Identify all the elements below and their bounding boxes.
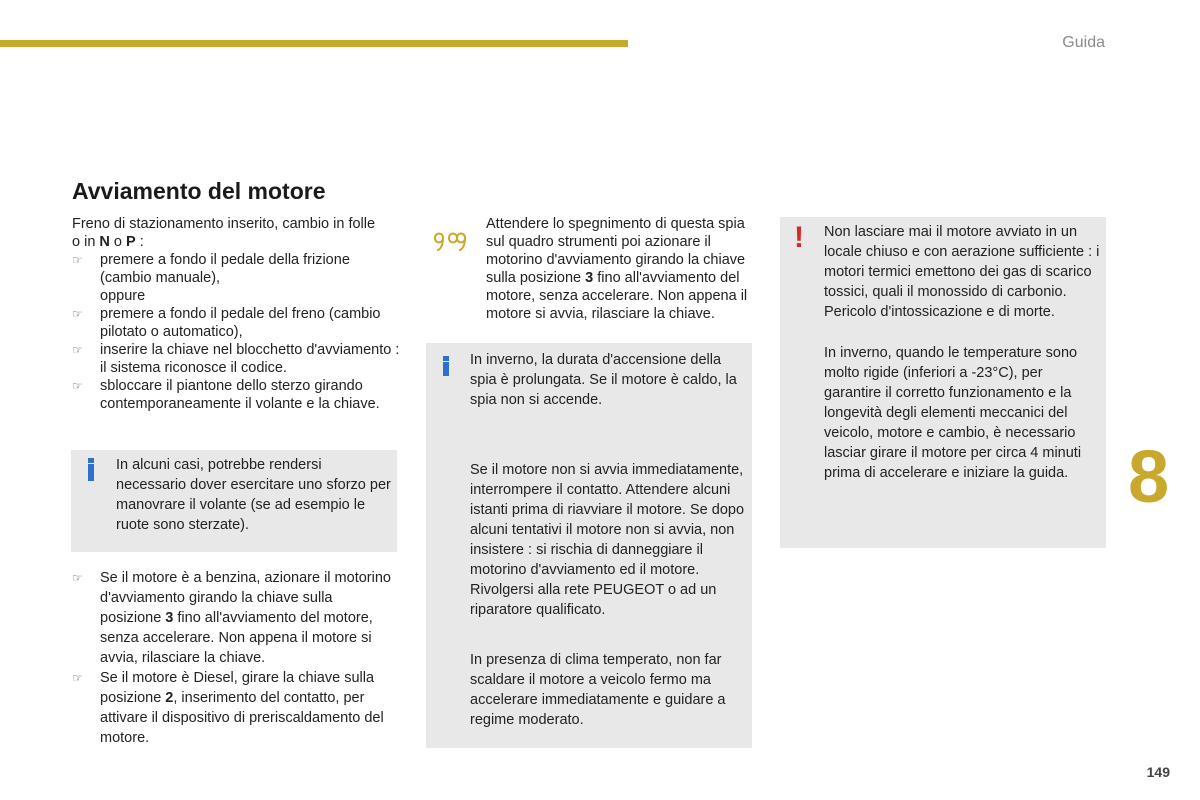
steps-list (72, 251, 402, 413)
page-number: 149 (1146, 764, 1170, 780)
list-item: ☞ premere a fondo il pedale del freno (cambio pilotato o automatico), (72, 306, 381, 340)
list-item: ☞ inserire la chiave nel blocchetto d'avviamento : il sistema riconosce il codice. (72, 342, 400, 376)
oppure-label: oppure (100, 288, 146, 304)
header-accent-bar (0, 40, 628, 47)
hand-pointer-icon: ☞ (72, 571, 83, 585)
fuel-steps-list (72, 568, 392, 748)
temperate-climate-text: In presenza di clima temperato, non far scaldare il motore a veicolo fermo ma accelerare immediatamente e guidare a regime moderato. (470, 652, 726, 728)
section-label: Guida (1062, 34, 1105, 51)
list-item: ☞ Se il motore è Diesel, girare la chiave sulla posizione 2, inserimento del contatto, per attivare il dispositivo di preriscaldamento del motore. (72, 670, 384, 746)
info-text: In inverno, la durata d'accensione della spia è prolungata. Se il motore è caldo, la spia non si accende. (470, 352, 737, 408)
hand-pointer-icon: ☞ (72, 307, 83, 321)
list-item: ☞ sbloccare il piantone dello sterzo girando contemporaneamente il volante e la chiave. (72, 378, 380, 412)
no-start-text: Se il motore non si avvia immediatamente, interrompere il contatto. Attendere alcuni istanti prima di riavviare il motore. Se dopo alcuni tentativi il motore non si avvia, non insistere : si rischia di danneggiare il motorino d'avviamento ed il motore. Rivolgersi alla rete PEUGEOT o ad un riparatore qualificato. (470, 462, 745, 618)
chapter-number: 8 (1128, 435, 1170, 518)
info-box-engine-start (426, 343, 752, 748)
intro-text (72, 215, 402, 251)
intro-line-1: Freno di stazionamento inserito, cambio in folle (72, 216, 376, 232)
info-text: In alcuni casi, potrebbe rendersi necessario dover esercitare uno sforzo per manovrare il volante (se ad esempio le ruote sono sterzate). (116, 457, 391, 533)
glow-plug-text: Attendere lo spegnimento di questa spia sul quadro strumenti poi azionare il motorino d'avviamento girando la chiave sulla posizione 3 fino all'avviamento del motore, senza accelerare. Non appena il motore si avvia, rilasciare la chiave. (486, 216, 748, 322)
page-title: Avviamento del motore (72, 178, 326, 204)
hand-pointer-icon: ☞ (72, 343, 83, 357)
info-box-steering (71, 450, 397, 552)
list-item: ☞ premere a fondo il pedale della frizione (cambio manuale), oppure (72, 252, 350, 304)
hand-pointer-icon: ☞ (72, 379, 83, 393)
preheating-coil-icon (433, 230, 467, 252)
winter-warning-text: In inverno, quando le temperature sono molto rigide (inferiori a -23°C), per garantire il corretto funzionamento e la longevità degli elementi meccanici del veicolo, motore e cambio, è necessario lasciar girare il motore per circa 4 minuti prima di accelerare e iniziare la guida. (824, 345, 1082, 481)
warning-text: Non lasciare mai il motore avviato in un locale chiuso e con aerazione sufficiente : i motori termici emettono dei gas di scarico tossici, quali il monossido di carbonio. Pericolo d'intossicazione e di morte. (824, 224, 1100, 320)
hand-pointer-icon: ☞ (72, 671, 83, 685)
info-icon (443, 362, 449, 376)
intro-line-2: o in N o P : (72, 234, 144, 250)
warning-box (780, 217, 1106, 548)
hand-pointer-icon: ☞ (72, 253, 83, 267)
info-icon (88, 464, 94, 481)
list-item: ☞ Se il motore è a benzina, azionare il motorino d'avviamento girando la chiave sulla posizione 3 fino all'avviamento del motore, senza accelerare. Non appena il motore si avvia, rilasciare la chiave. (72, 570, 391, 666)
warning-icon: ! (794, 221, 804, 254)
